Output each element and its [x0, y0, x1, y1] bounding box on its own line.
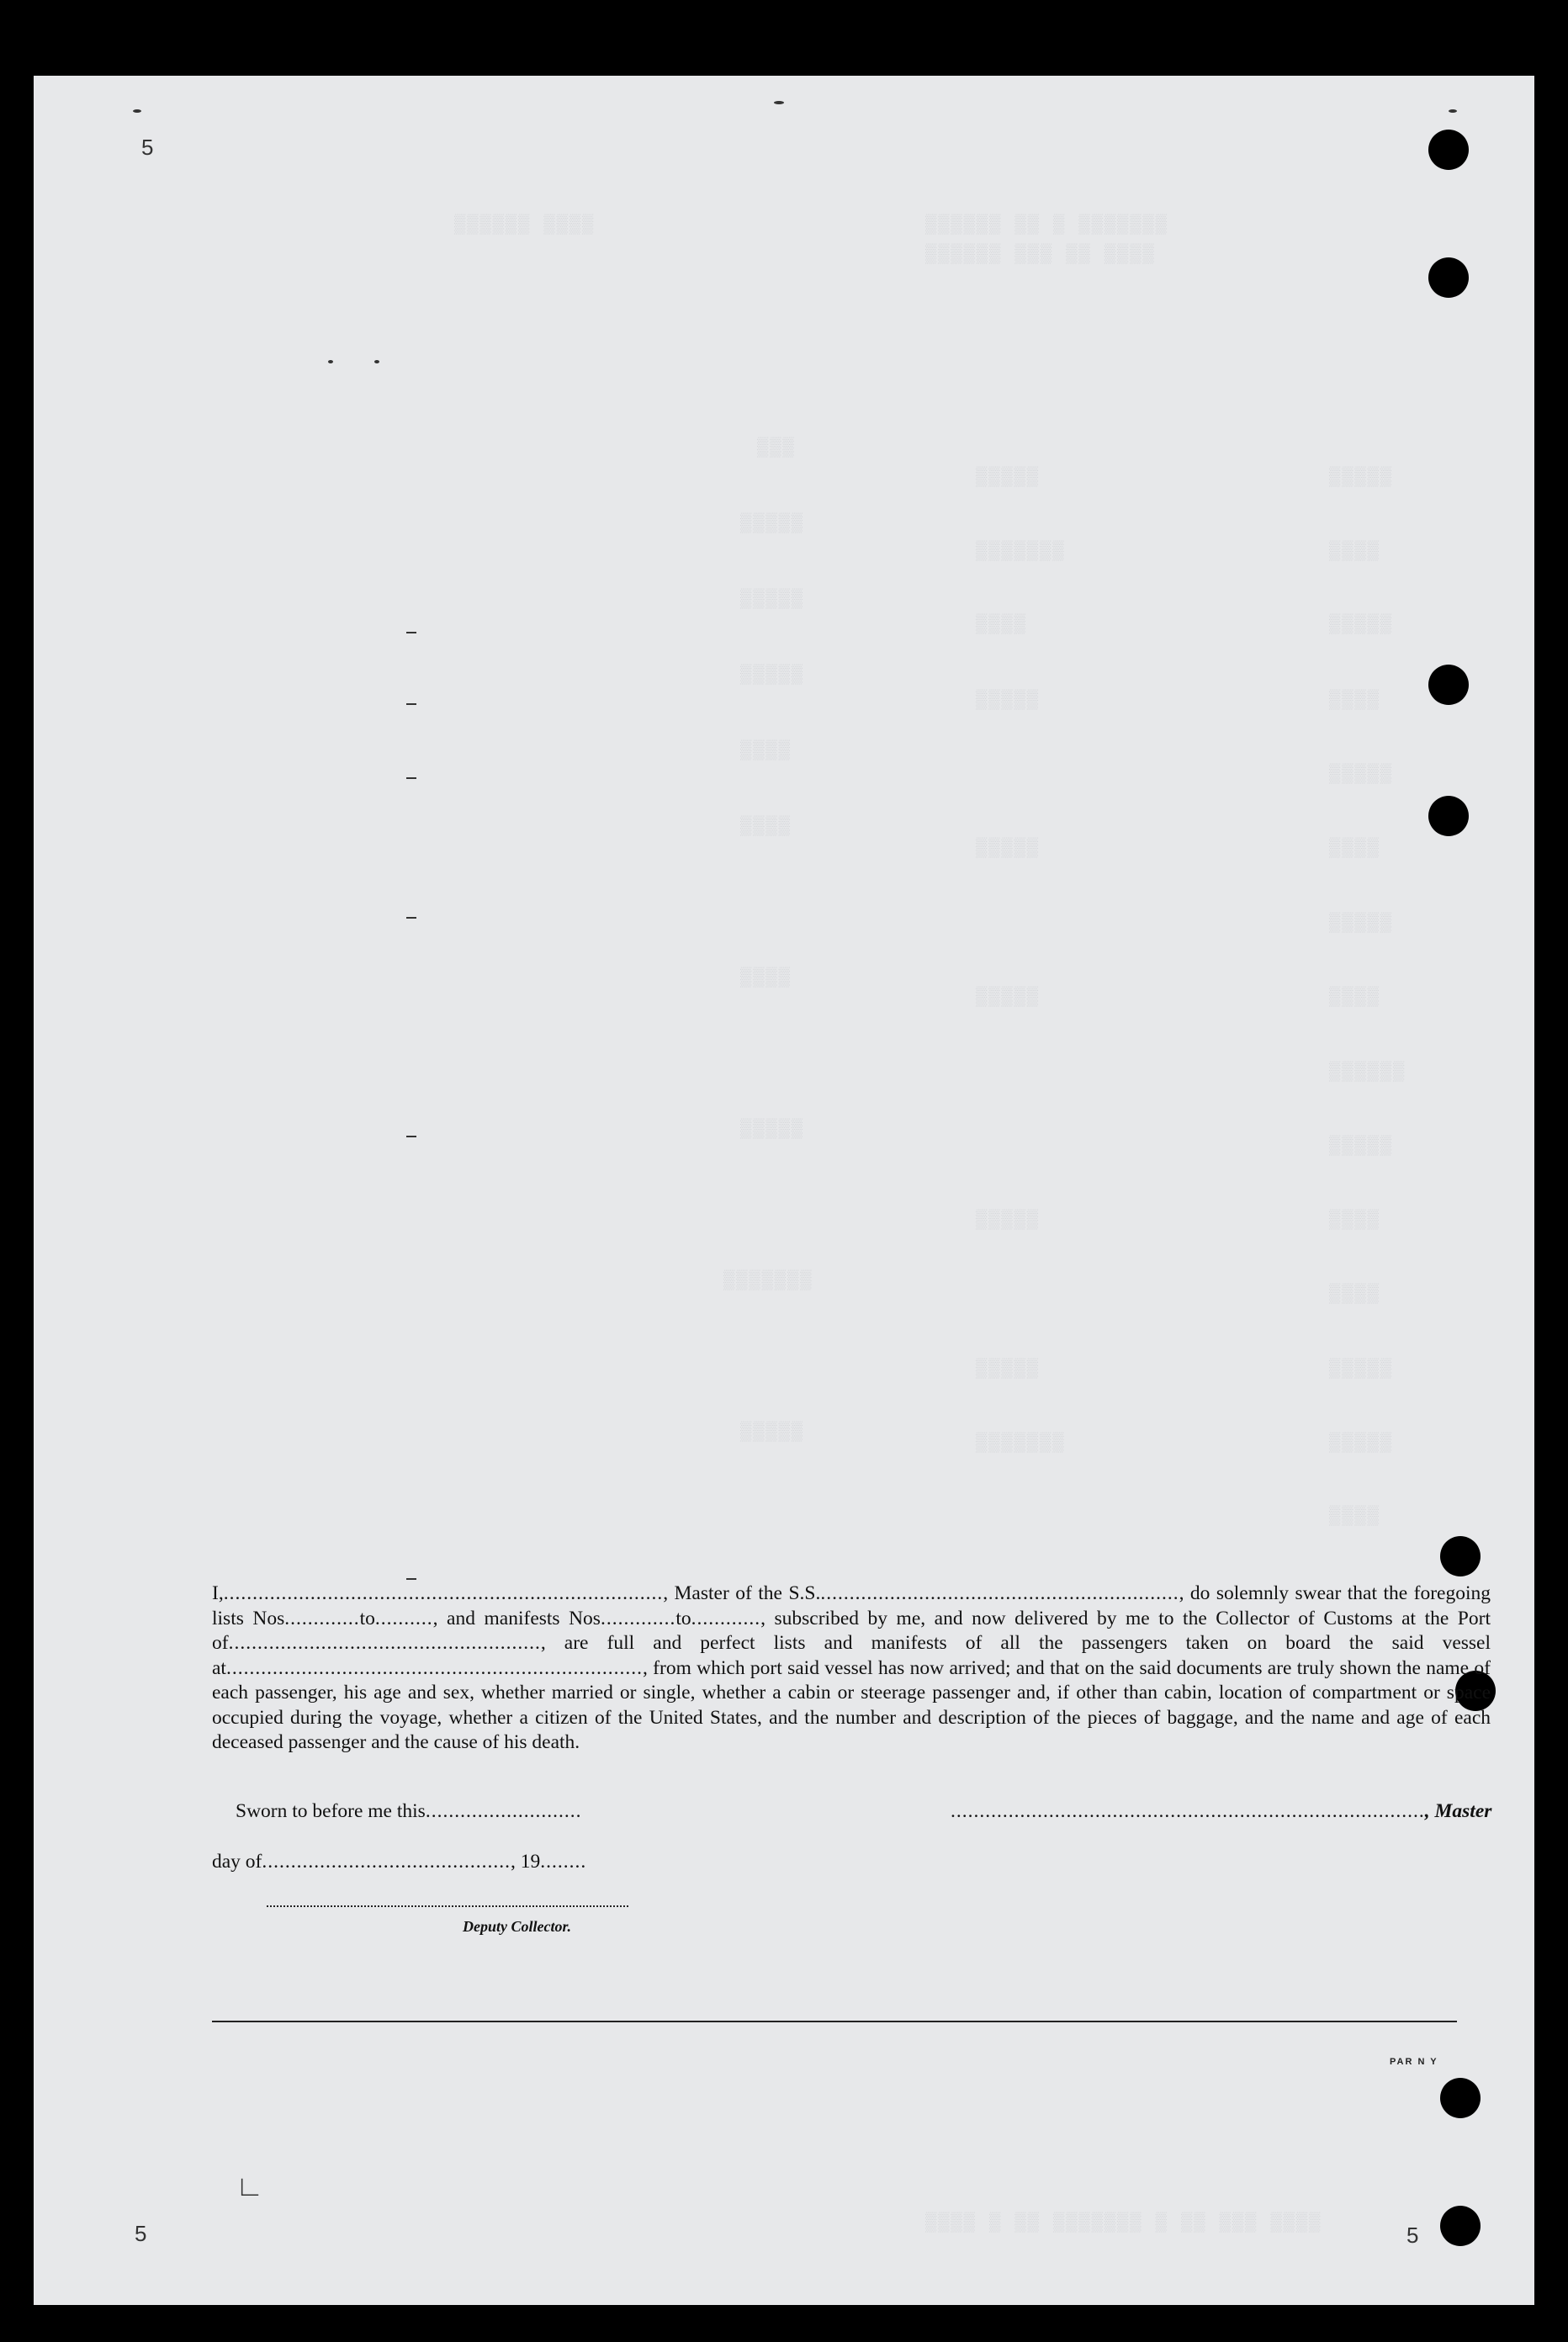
blank-list-to: .......... [374, 1607, 433, 1629]
handwritten-mark: 5 [1406, 2223, 1419, 2248]
bleed-through-row: ▒▒▒▒▒ [1329, 764, 1394, 785]
punch-hole [1428, 130, 1469, 170]
day-of-line [212, 1851, 586, 1873]
punch-hole [1428, 796, 1469, 836]
bleed-through-row: ▒▒▒▒▒ [1329, 614, 1394, 635]
oath-text: to [359, 1607, 375, 1629]
bleed-through-row: ▒▒▒▒▒▒ ▒▒▒▒ [454, 215, 596, 236]
handwritten-mark: 5 [135, 2221, 147, 2246]
bleed-through-row: ▒▒▒▒▒▒▒ [723, 1270, 813, 1291]
day-of-label: day of [212, 1851, 262, 1873]
bleed-through-row: ▒▒▒▒ [1329, 838, 1380, 859]
blank-day: ........................................... [262, 1851, 511, 1873]
blank-port: ...................................................... [228, 1632, 541, 1654]
bleed-through-row: ▒▒▒▒▒ [1329, 1359, 1394, 1380]
oath-text: , subscribed by me, and now delivered by me to the Collector of Customs at the Port of [212, 1607, 1491, 1654]
blank-manifest-from: ............. [600, 1607, 676, 1629]
bleed-through-row: ▒▒▒▒▒ [976, 838, 1041, 859]
master-label: , Master [1424, 1800, 1492, 1822]
bleed-through-row: ▒▒▒▒ [1329, 1284, 1380, 1305]
handwritten-mark: ∟ [236, 2170, 264, 2202]
dash-mark [406, 917, 416, 919]
dash-mark [406, 703, 416, 705]
bleed-through-row: ▒▒▒▒▒▒ ▒▒ ▒ ▒▒▒▒▒▒▒ [925, 215, 1168, 236]
dash-mark [406, 1136, 416, 1137]
punch-hole [1440, 2078, 1481, 2118]
horizontal-rule [212, 2021, 1457, 2022]
bleed-through-row: ▒▒▒▒▒ [976, 690, 1041, 711]
printer-mark: PAR N Y [1390, 2057, 1438, 2067]
bleed-through-row: ▒▒▒▒▒ [976, 1210, 1041, 1231]
blank-year: ........ [540, 1851, 587, 1873]
bleed-through-row: ▒▒▒▒▒▒▒ [976, 1433, 1066, 1454]
speck [374, 360, 379, 363]
bleed-through-row: ▒▒▒▒▒ [976, 987, 1041, 1008]
blank-departure-port: ........................................................................ [225, 1656, 643, 1679]
bleed-through-row: ▒▒▒▒ ▒ ▒▒ ▒▒▒▒▒▒▒ ▒ ▒▒ ▒▒▒ ▒▒▒▒ [925, 2212, 1322, 2233]
bleed-through-row: ▒▒▒▒▒ [1329, 1136, 1394, 1157]
master-signature-line [951, 1800, 1491, 1823]
dash-mark [406, 777, 416, 779]
oath-text: , from which port said vessel has now arrived; and that on the said documents are truly shown the name of each passenger, his age and sex, whether married or single, whether a cabin or steerage passenger and, if other than cabin, location of compartment or space occupied during the voyage, whether a citizen of the United States, and the number and description of the pieces of baggage, and the name and age of each deceased passenger and the cause of his death. [212, 1656, 1491, 1753]
oath-text: to [675, 1607, 691, 1629]
bleed-through-row: ▒▒▒▒▒ [740, 665, 805, 686]
bleed-through-row: ▒▒▒▒▒ [740, 513, 805, 534]
bleed-through-row: ▒▒▒▒▒ [976, 1359, 1041, 1380]
bleed-through-row: ▒▒▒▒▒ [1329, 1433, 1394, 1454]
punch-hole [1428, 257, 1469, 298]
bleed-through-row: ▒▒▒▒▒ [740, 589, 805, 610]
master-oath [212, 1582, 1491, 1756]
manifest-page [34, 76, 1534, 2305]
speck [133, 109, 141, 113]
blank-list-from: ............. [284, 1607, 360, 1629]
bleed-through-row: ▒▒▒▒▒▒ [1329, 1062, 1406, 1083]
speck [328, 360, 333, 363]
bleed-through-row: ▒▒▒ [757, 437, 796, 458]
bleed-through-row: ▒▒▒▒▒ [1329, 467, 1394, 488]
deputy-signature-line [267, 1905, 628, 1907]
bleed-through-row: ▒▒▒▒ [1329, 1210, 1380, 1231]
bleed-through-row: ▒▒▒▒ [1329, 1506, 1380, 1527]
bleed-through-row: ▒▒▒▒ [1329, 541, 1380, 562]
bleed-through-row: ▒▒▒▒▒ [740, 1119, 805, 1140]
deputy-collector-label: Deputy Collector. [463, 1918, 571, 1935]
bleed-through-row: ▒▒▒▒▒ [740, 1422, 805, 1443]
dash-mark [406, 632, 416, 633]
punch-hole [1440, 1536, 1481, 1576]
bleed-through-row: ▒▒▒▒▒▒ ▒▒▒ ▒▒ ▒▒▒▒ [925, 244, 1156, 265]
bleed-through-row: ▒▒▒▒▒ [1329, 913, 1394, 934]
oath-text: I, [212, 1582, 224, 1604]
blank-master-signature: .................................................................................. [951, 1800, 1425, 1822]
year-label: , 19 [511, 1851, 541, 1873]
punch-hole [1440, 2206, 1481, 2246]
blank-manifest-to: ............ [691, 1607, 761, 1629]
punch-hole [1428, 665, 1469, 705]
oath-text: , and manifests Nos [432, 1607, 601, 1629]
blank-sworn-date: ........................... [425, 1800, 582, 1822]
bleed-through-row: ▒▒▒▒ [740, 816, 792, 837]
oath-text: , Master of the S.S. [663, 1582, 821, 1604]
blank-vessel-name: .............................................................. [820, 1582, 1179, 1604]
oath-text: , do solemnly swear that the foregoing lists Nos [212, 1582, 1491, 1629]
bleed-through-row: ▒▒▒▒ [740, 740, 792, 761]
oath-text: , are full and perfect lists and manifests of all the passengers taken on board the said vessel at [212, 1632, 1491, 1679]
handwritten-mark: 5 [141, 135, 154, 160]
dash-mark [406, 1578, 416, 1580]
speck [774, 101, 784, 104]
blank-master-name: ............................................................................ [223, 1582, 664, 1604]
speck [1449, 109, 1457, 113]
bleed-through-row: ▒▒▒▒▒▒▒ [976, 541, 1066, 562]
bleed-through-row: ▒▒▒▒▒ [976, 467, 1041, 488]
sworn-line [236, 1800, 581, 1823]
sworn-label: Sworn to before me this [236, 1800, 426, 1822]
bleed-through-row: ▒▒▒▒ [1329, 690, 1380, 711]
bleed-through-row: ▒▒▒▒ [976, 614, 1027, 635]
bleed-through-row: ▒▒▒▒ [740, 967, 792, 988]
bleed-through-row: ▒▒▒▒ [1329, 987, 1380, 1008]
